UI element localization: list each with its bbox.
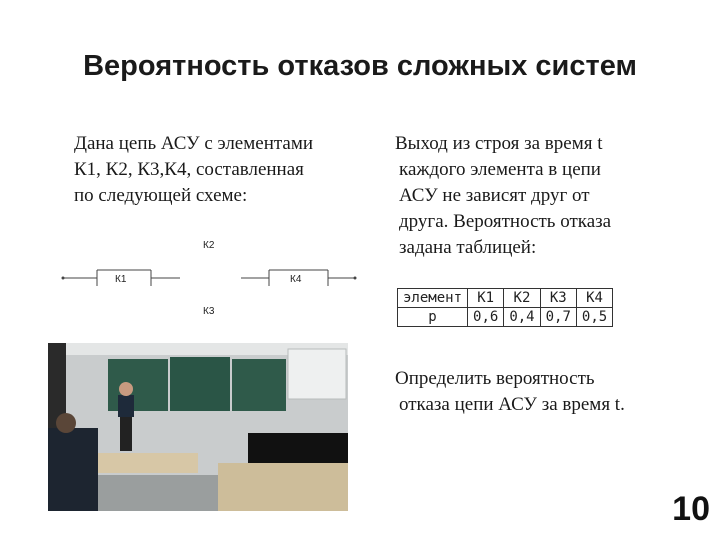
table-cell: К3 [540,289,576,308]
label-k3: К3 [203,306,215,317]
text-line: по следующей схеме: [74,185,248,206]
terminal-dot [354,277,357,280]
table-row [398,289,613,308]
task-text [395,366,695,418]
table-cell: 0,7 [540,308,576,327]
problem-statement [74,131,374,209]
text-line: Определить вероятность [395,368,595,389]
table-cell: элемент [398,289,468,308]
text-line: Выход из строя за время t [395,133,603,154]
conditions-text [395,131,695,261]
classroom-photo-illustration [48,343,348,511]
label-k2: К2 [203,240,215,251]
terminal-dot [62,277,65,280]
table-cell: 0,6 [468,308,504,327]
probability-table [397,288,613,327]
classroom-photo [48,343,348,511]
table-cell: К4 [576,289,612,308]
text-line: АСУ не зависят друг от [399,185,590,206]
table-cell: К1 [468,289,504,308]
text-line: К1, К2, К3,К4, составленная [74,159,304,180]
label-k4: К4 [290,274,302,285]
text-line: задана таблицей: [399,237,537,258]
text-line: Дана цепь АСУ с элементами [74,133,314,154]
table-cell: p [398,308,468,327]
text-line: каждого элемента в цепи [399,159,601,180]
text-line: отказа цепи АСУ за время t. [399,394,625,415]
page-number: 10 [672,490,710,528]
label-k1: К1 [115,274,127,285]
text-line: друга. Вероятность отказа [399,211,612,232]
table-cell: 0,5 [576,308,612,327]
table-cell: 0,4 [504,308,540,327]
table-cell: К2 [504,289,540,308]
circuit-diagram [55,232,365,322]
table-row [398,308,613,327]
slide-title: Вероятность отказов сложных систем [83,50,637,82]
